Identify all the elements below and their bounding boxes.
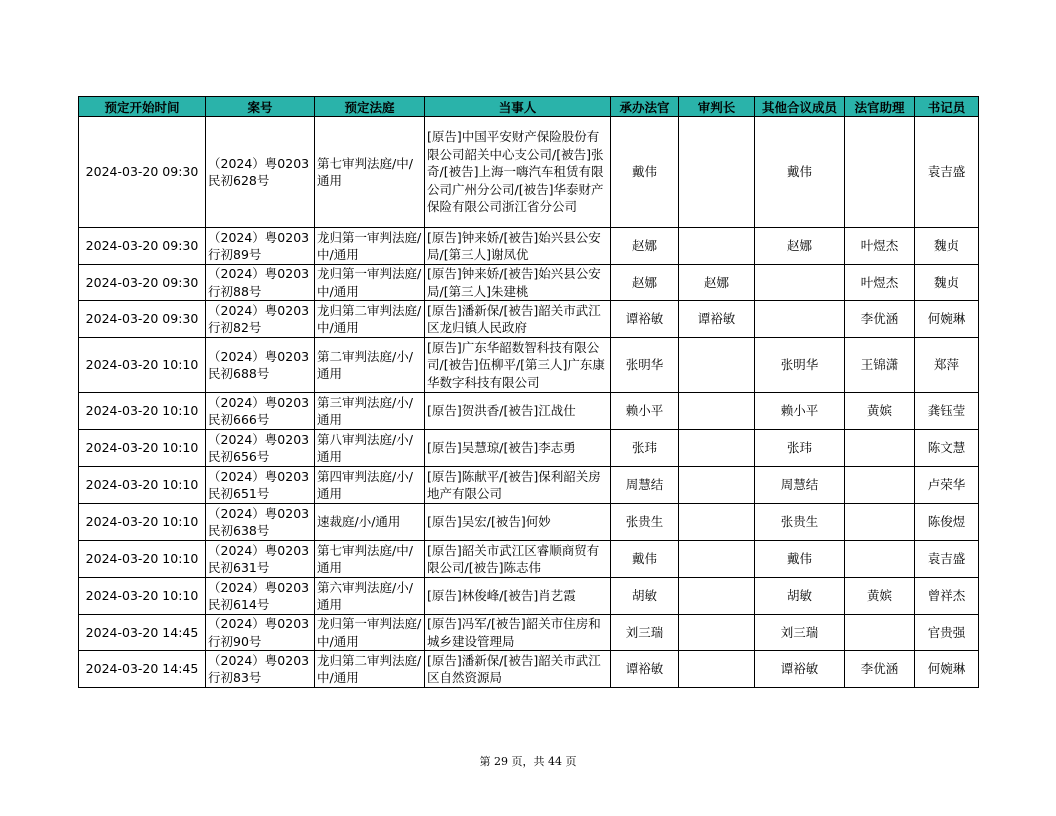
cell-presiding-judge: 周慧结 (611, 467, 679, 504)
cell-chief-judge: 谭裕敏 (679, 301, 755, 338)
cell-presiding-judge: 张明华 (611, 338, 679, 393)
table-row (79, 228, 979, 265)
cell-courtroom: 第七审判法庭/中/通用 (315, 117, 425, 228)
cell-judge-assistant (845, 117, 915, 228)
table-row (79, 504, 979, 541)
cell-presiding-judge: 谭裕敏 (611, 301, 679, 338)
cell-courtroom: 龙归第一审判法庭/中/通用 (315, 615, 425, 651)
header-judge-assistant: 法官助理 (845, 97, 915, 117)
cell-judge-assistant: 李优涵 (845, 301, 915, 338)
cell-parties: [原告]广东华韶数智科技有限公司/[被告]伍柳平/[第三人]广东康华数字科技有限公司 (425, 338, 611, 393)
cell-case-number: （2024）粤0203行初83号 (206, 651, 315, 688)
court-schedule-table (78, 96, 979, 688)
cell-parties: [原告]陈献平/[被告]保利韶关房地产有限公司 (425, 467, 611, 504)
cell-judge-assistant (845, 430, 915, 467)
footer-total: 44 (548, 755, 562, 768)
table-row (79, 541, 979, 578)
cell-chief-judge (679, 430, 755, 467)
table-row (79, 117, 979, 228)
cell-panel-members: 周慧结 (755, 467, 845, 504)
cell-courtroom: 速裁庭/小/通用 (315, 504, 425, 541)
cell-case-number: （2024）粤0203民初666号 (206, 393, 315, 430)
cell-courtroom: 龙归第一审判法庭/中/通用 (315, 265, 425, 301)
header-parties: 当事人 (425, 97, 611, 117)
cell-case-number: （2024）粤0203行初82号 (206, 301, 315, 338)
cell-clerk: 龚钰莹 (915, 393, 979, 430)
cell-clerk: 何婉琳 (915, 301, 979, 338)
cell-start-time: 2024-03-20 10:10 (79, 338, 206, 393)
cell-courtroom: 龙归第一审判法庭/中/通用 (315, 228, 425, 265)
footer-prefix: 第 (479, 755, 494, 768)
footer-page: 29 (494, 755, 508, 768)
cell-judge-assistant (845, 541, 915, 578)
cell-panel-members (755, 301, 845, 338)
cell-judge-assistant: 黄嫔 (845, 578, 915, 615)
cell-case-number: （2024）粤0203行初88号 (206, 265, 315, 301)
cell-clerk: 魏贞 (915, 228, 979, 265)
cell-parties: [原告]钟来娇/[被告]始兴县公安局/[第三人]朱建桃 (425, 265, 611, 301)
cell-case-number: （2024）粤0203行初89号 (206, 228, 315, 265)
cell-panel-members: 胡敏 (755, 578, 845, 615)
cell-case-number: （2024）粤0203民初688号 (206, 338, 315, 393)
cell-parties: [原告]潘新保/[被告]韶关市武江区自然资源局 (425, 651, 611, 688)
cell-parties: [原告]吴慧琼/[被告]李志勇 (425, 430, 611, 467)
cell-parties: [原告]冯军/[被告]韶关市住房和城乡建设管理局 (425, 615, 611, 651)
cell-start-time: 2024-03-20 10:10 (79, 541, 206, 578)
cell-clerk: 曾祥杰 (915, 578, 979, 615)
cell-parties: [原告]韶关市武江区睿顺商贸有限公司/[被告]陈志伟 (425, 541, 611, 578)
cell-panel-members: 刘三瑞 (755, 615, 845, 651)
cell-parties: [原告]贺洪香/[被告]江战仕 (425, 393, 611, 430)
cell-chief-judge (679, 467, 755, 504)
cell-start-time: 2024-03-20 10:10 (79, 393, 206, 430)
cell-chief-judge (679, 578, 755, 615)
cell-clerk: 袁吉盛 (915, 541, 979, 578)
cell-judge-assistant: 叶煜杰 (845, 265, 915, 301)
table-row (79, 393, 979, 430)
cell-start-time: 2024-03-20 10:10 (79, 578, 206, 615)
table-row (79, 651, 979, 688)
cell-case-number: （2024）粤0203民初631号 (206, 541, 315, 578)
cell-case-number: （2024）粤0203民初651号 (206, 467, 315, 504)
cell-parties: [原告]钟来娇/[被告]始兴县公安局/[第三人]谢凤优 (425, 228, 611, 265)
header-row (79, 97, 979, 117)
cell-clerk: 官贵强 (915, 615, 979, 651)
cell-chief-judge (679, 338, 755, 393)
cell-presiding-judge: 赵娜 (611, 265, 679, 301)
cell-chief-judge (679, 615, 755, 651)
header-case-number: 案号 (206, 97, 315, 117)
cell-clerk: 郑萍 (915, 338, 979, 393)
cell-chief-judge (679, 504, 755, 541)
cell-courtroom: 第三审判法庭/小/通用 (315, 393, 425, 430)
cell-panel-members: 谭裕敏 (755, 651, 845, 688)
cell-start-time: 2024-03-20 09:30 (79, 301, 206, 338)
cell-parties: [原告]潘新保/[被告]韶关市武江区龙归镇人民政府 (425, 301, 611, 338)
cell-courtroom: 第八审判法庭/小/通用 (315, 430, 425, 467)
cell-start-time: 2024-03-20 09:30 (79, 117, 206, 228)
cell-chief-judge (679, 541, 755, 578)
cell-presiding-judge: 张贵生 (611, 504, 679, 541)
footer-middle: 页，共 (508, 755, 548, 768)
cell-presiding-judge: 戴伟 (611, 541, 679, 578)
header-start-time: 预定开始时间 (79, 97, 206, 117)
cell-judge-assistant (845, 467, 915, 504)
cell-start-time: 2024-03-20 09:30 (79, 228, 206, 265)
cell-panel-members: 赵娜 (755, 228, 845, 265)
cell-clerk: 袁吉盛 (915, 117, 979, 228)
cell-parties: [原告]林俊峰/[被告]肖艺霞 (425, 578, 611, 615)
cell-courtroom: 第七审判法庭/中/通用 (315, 541, 425, 578)
table-row (79, 265, 979, 301)
table-row (79, 338, 979, 393)
cell-presiding-judge: 赖小平 (611, 393, 679, 430)
cell-case-number: （2024）粤0203民初638号 (206, 504, 315, 541)
cell-case-number: （2024）粤0203民初656号 (206, 430, 315, 467)
cell-panel-members (755, 265, 845, 301)
cell-judge-assistant: 王锦潇 (845, 338, 915, 393)
cell-case-number: （2024）粤0203民初614号 (206, 578, 315, 615)
cell-start-time: 2024-03-20 10:10 (79, 430, 206, 467)
cell-judge-assistant: 黄嫔 (845, 393, 915, 430)
cell-panel-members: 赖小平 (755, 393, 845, 430)
cell-panel-members: 张贵生 (755, 504, 845, 541)
cell-judge-assistant (845, 615, 915, 651)
cell-presiding-judge: 谭裕敏 (611, 651, 679, 688)
table-row (79, 578, 979, 615)
cell-presiding-judge: 赵娜 (611, 228, 679, 265)
cell-case-number: （2024）粤0203民初628号 (206, 117, 315, 228)
cell-clerk: 卢荣华 (915, 467, 979, 504)
footer-suffix: 页 (562, 755, 577, 768)
cell-judge-assistant (845, 504, 915, 541)
cell-panel-members: 张明华 (755, 338, 845, 393)
table-row (79, 615, 979, 651)
cell-presiding-judge: 张玮 (611, 430, 679, 467)
cell-judge-assistant: 叶煜杰 (845, 228, 915, 265)
cell-chief-judge (679, 651, 755, 688)
cell-chief-judge: 赵娜 (679, 265, 755, 301)
header-clerk: 书记员 (915, 97, 979, 117)
table-row (79, 301, 979, 338)
table-row (79, 467, 979, 504)
cell-clerk: 何婉琳 (915, 651, 979, 688)
cell-presiding-judge: 刘三瑞 (611, 615, 679, 651)
header-courtroom: 预定法庭 (315, 97, 425, 117)
cell-courtroom: 第六审判法庭/小/通用 (315, 578, 425, 615)
cell-courtroom: 第四审判法庭/小/通用 (315, 467, 425, 504)
cell-panel-members: 戴伟 (755, 541, 845, 578)
cell-start-time: 2024-03-20 10:10 (79, 504, 206, 541)
cell-chief-judge (679, 228, 755, 265)
cell-judge-assistant: 李优涵 (845, 651, 915, 688)
cell-chief-judge (679, 393, 755, 430)
cell-start-time: 2024-03-20 10:10 (79, 467, 206, 504)
header-chief-judge: 审判长 (679, 97, 755, 117)
cell-courtroom: 龙归第二审判法庭/中/通用 (315, 651, 425, 688)
cell-start-time: 2024-03-20 14:45 (79, 615, 206, 651)
cell-presiding-judge: 戴伟 (611, 117, 679, 228)
cell-clerk: 魏贞 (915, 265, 979, 301)
cell-courtroom: 龙归第二审判法庭/中/通用 (315, 301, 425, 338)
cell-parties: [原告]中国平安财产保险股份有限公司韶关中心支公司/[被告]张奇/[被告]上海一嗨汽车租赁有限公司广州分公司/[被告]华泰财产保险有限公司浙江省分公司 (425, 117, 611, 228)
cell-case-number: （2024）粤0203行初90号 (206, 615, 315, 651)
cell-panel-members: 戴伟 (755, 117, 845, 228)
cell-presiding-judge: 胡敏 (611, 578, 679, 615)
page-number-footer (0, 753, 1056, 769)
cell-panel-members: 张玮 (755, 430, 845, 467)
cell-clerk: 陈文慧 (915, 430, 979, 467)
cell-clerk: 陈俊煜 (915, 504, 979, 541)
cell-start-time: 2024-03-20 09:30 (79, 265, 206, 301)
cell-start-time: 2024-03-20 14:45 (79, 651, 206, 688)
header-presiding-judge: 承办法官 (611, 97, 679, 117)
cell-chief-judge (679, 117, 755, 228)
cell-courtroom: 第二审判法庭/小/通用 (315, 338, 425, 393)
table-row (79, 430, 979, 467)
cell-parties: [原告]吴宏/[被告]何妙 (425, 504, 611, 541)
header-panel-members: 其他合议成员 (755, 97, 845, 117)
